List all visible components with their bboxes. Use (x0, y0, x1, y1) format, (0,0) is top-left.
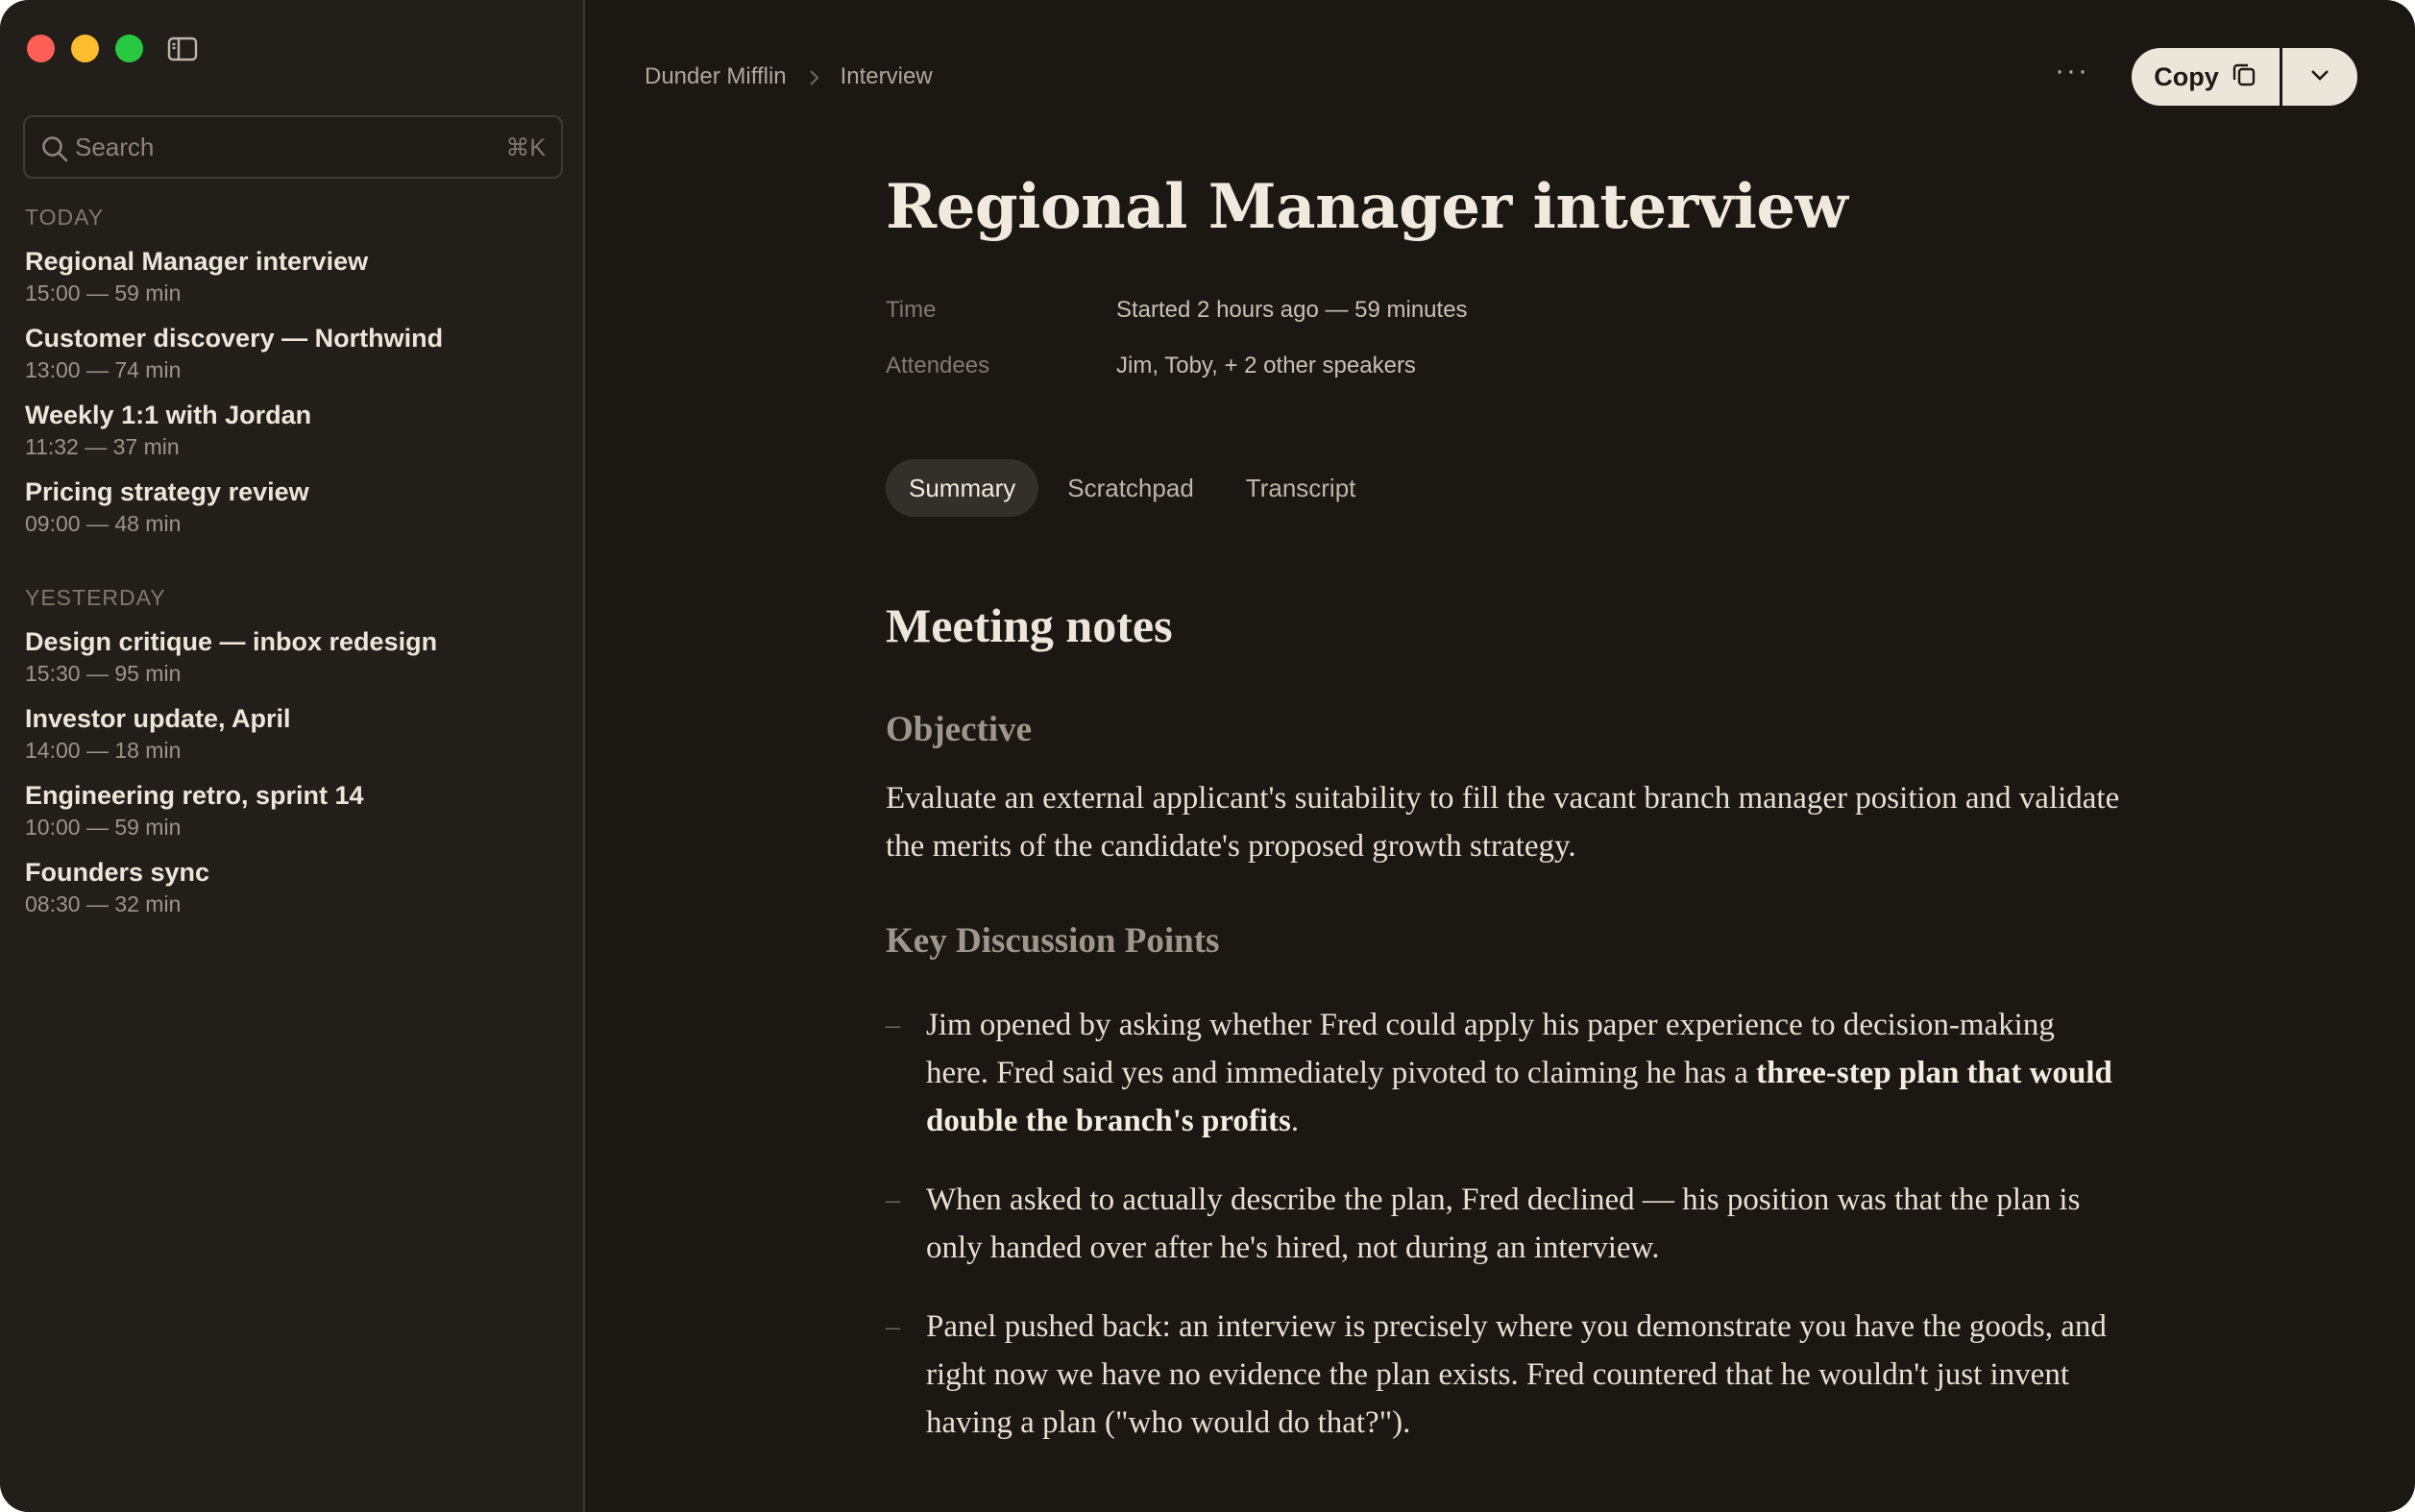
section-heading-objective: Objective (886, 710, 1033, 749)
meeting-list-item[interactable] (25, 476, 563, 539)
meeting-meta: 10:00 — 59 min (25, 815, 182, 840)
bullet-text: Panel pushed back: an interview is precisely where you demonstrate you have the goods, and right now we have no evidence the plan exists. Fred countered that he wouldn't just invent having a plan ("who would do that?"). (926, 1309, 2107, 1440)
time-label: Time (886, 297, 937, 323)
meeting-title: Pricing strategy review (25, 477, 309, 506)
sidebar (0, 0, 585, 1512)
sidebar-toggle-icon[interactable] (167, 37, 198, 61)
minimize-window-button[interactable] (71, 35, 99, 62)
tab-summary[interactable]: Summary (886, 459, 1038, 517)
meeting-title: Regional Manager interview (25, 247, 369, 276)
meeting-meta: 11:32 — 37 min (25, 434, 180, 459)
copy-button[interactable] (2132, 48, 2280, 106)
meeting-list-item[interactable] (25, 779, 563, 842)
breadcrumb-folder[interactable]: Interview (840, 63, 933, 89)
meeting-title: Design critique — inbox redesign (25, 627, 438, 656)
meeting-meta: 15:30 — 95 min (25, 661, 182, 686)
bullet-dash: – (886, 1009, 900, 1040)
search-shortcut-hint: ⌘K (505, 134, 546, 161)
page-title: Regional Manager interview (886, 171, 1848, 243)
meeting-list-item[interactable] (25, 399, 563, 462)
bullet-emphasis: three-step plan that would double the branch's profits (926, 1056, 2112, 1138)
bullet-text: When asked to actually describe the plan, Fred declined — his position was that the plan is only handed over after he's hired, not during an interview. (926, 1183, 2081, 1265)
window-controls (27, 35, 143, 62)
discussion-bullet (886, 1001, 2125, 1145)
meeting-list-item[interactable] (25, 245, 563, 308)
discussion-bullet (886, 1176, 2125, 1272)
meeting-meta: 14:00 — 18 min (25, 738, 182, 763)
bullet-dash: – (886, 1183, 900, 1215)
bullet-text: Jim opened by asking whether Fred could apply his paper experience to decision-making here. Fred said yes and immediately pivoted to claiming he has a three-step plan that would double the branch's profits. (926, 1008, 2112, 1138)
search-box[interactable] (23, 115, 563, 179)
meeting-title: Customer discovery — Northwind (25, 324, 444, 353)
meeting-list-item[interactable] (25, 702, 563, 766)
meeting-list-item[interactable] (25, 856, 563, 919)
copy-options-dropdown[interactable] (2282, 48, 2357, 106)
more-options-button[interactable]: ··· (2055, 55, 2089, 86)
meeting-meta: 08:30 — 32 min (25, 891, 182, 916)
meeting-title: Engineering retro, sprint 14 (25, 781, 364, 810)
group-label-yesterday: YESTERDAY (25, 585, 166, 610)
meeting-meta: 15:00 — 59 min (25, 280, 182, 305)
copy-button-label: Copy (2154, 61, 2219, 91)
close-window-button[interactable] (27, 35, 55, 62)
bullet-dash: – (886, 1310, 900, 1342)
chevron-right-icon (804, 67, 823, 86)
meeting-list-item[interactable] (25, 625, 563, 689)
tab-transcript[interactable]: Transcript (1245, 473, 1356, 502)
meeting-list-item[interactable] (25, 322, 563, 385)
attendees-value[interactable]: Jim, Toby, + 2 other speakers (1116, 353, 1416, 378)
zoom-window-button[interactable] (115, 35, 143, 62)
meeting-title: Weekly 1:1 with Jordan (25, 401, 312, 429)
breadcrumb (645, 63, 933, 90)
discussion-bullet (886, 1303, 2125, 1447)
search-input[interactable] (75, 117, 459, 177)
breadcrumb-workspace[interactable]: Dunder Mifflin (645, 63, 787, 89)
document-tabs (886, 459, 1378, 517)
chevron-down-icon (2307, 62, 2332, 92)
copy-icon (2231, 61, 2257, 94)
notes-heading: Meeting notes (886, 598, 1173, 652)
meeting-meta: 13:00 — 74 min (25, 357, 182, 382)
main-panel (587, 0, 2415, 1512)
attendees-label: Attendees (886, 353, 990, 378)
meeting-title: Investor update, April (25, 704, 291, 733)
meeting-meta: 09:00 — 48 min (25, 511, 182, 536)
time-value: Started 2 hours ago — 59 minutes (1116, 297, 1468, 323)
section-heading-discussion: Key Discussion Points (886, 921, 1220, 961)
meeting-title: Founders sync (25, 858, 210, 887)
group-label-today: TODAY (25, 205, 105, 230)
copy-button-group (2132, 48, 2357, 106)
tab-scratchpad[interactable]: Scratchpad (1067, 473, 1194, 502)
objective-paragraph: Evaluate an external applicant's suitability to fill the vacant branch manager position and validate the merits of the candidate's proposed growth strategy. (886, 781, 2120, 864)
search-icon (40, 134, 69, 163)
